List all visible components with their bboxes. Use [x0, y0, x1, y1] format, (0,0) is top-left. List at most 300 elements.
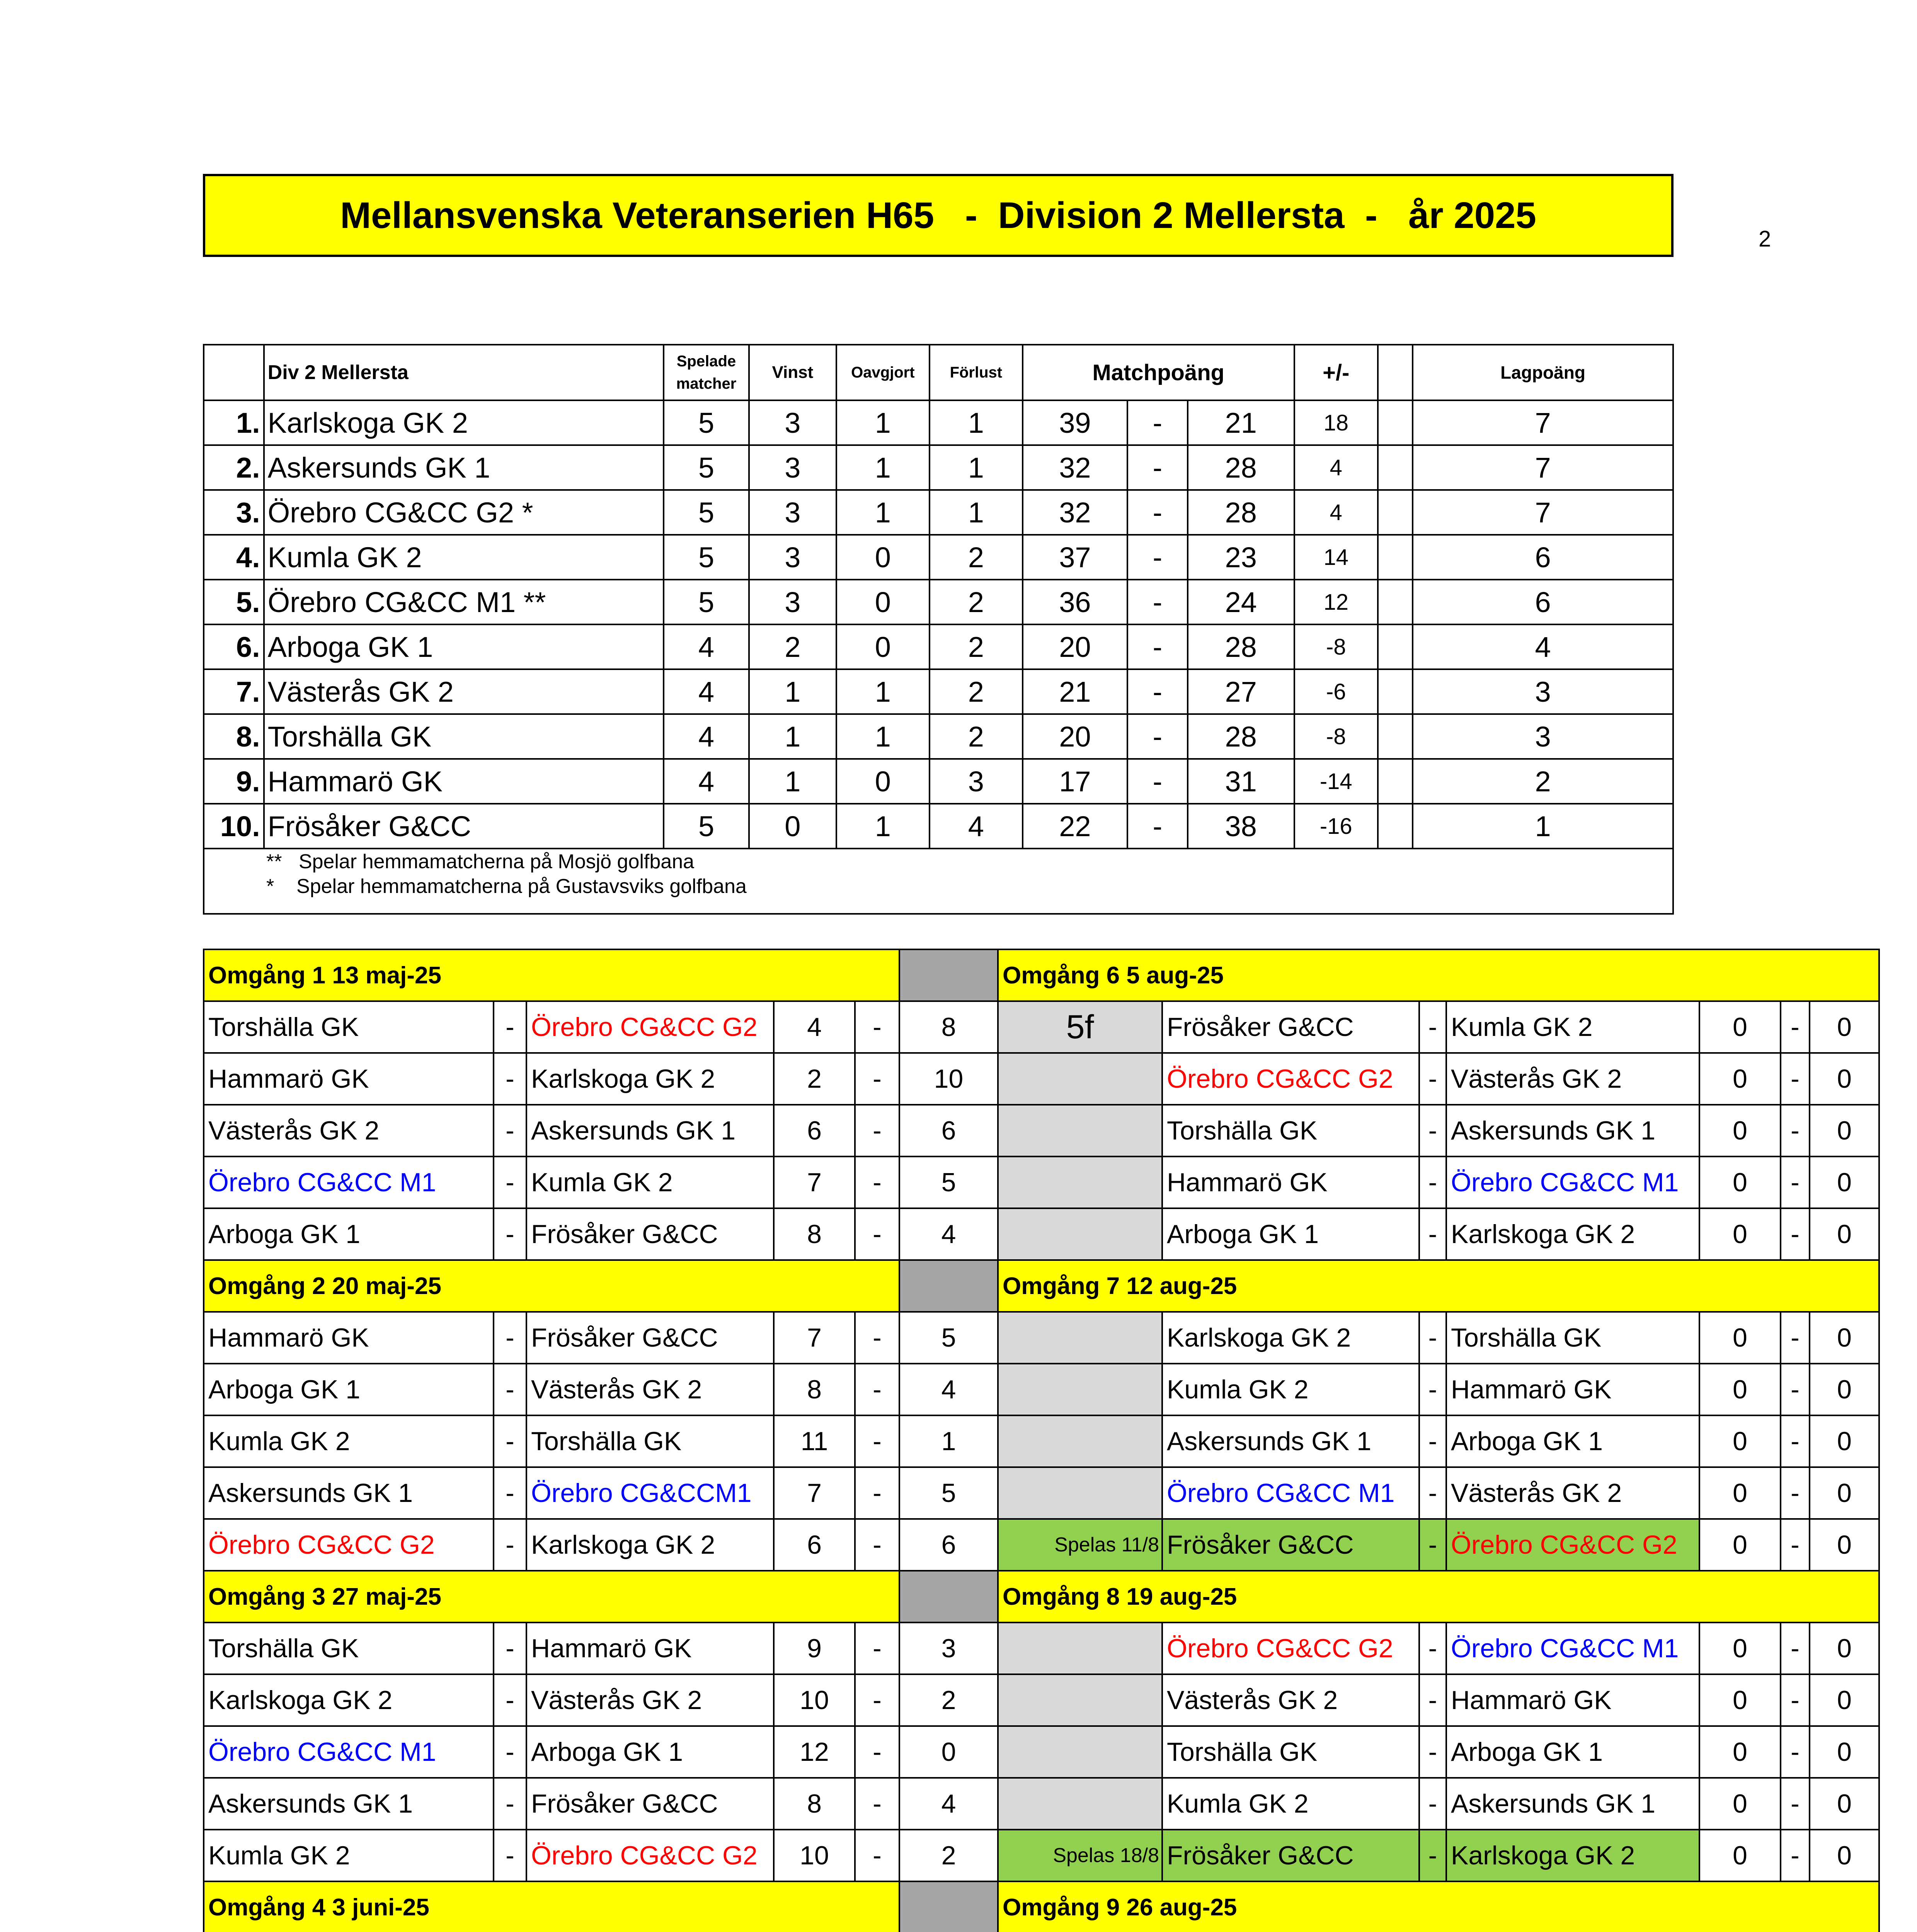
left-note-empty — [43, 1881, 204, 1932]
round-header-row — [43, 1260, 1879, 1312]
match-dash: - — [494, 1726, 526, 1778]
standings-points-against: 21 — [1188, 400, 1294, 445]
home-score: 0 — [1699, 1519, 1781, 1571]
standings-row — [204, 580, 1673, 624]
away-score: 10 — [899, 1053, 998, 1105]
away-score: 5 — [899, 1156, 998, 1208]
standings-points-for: 32 — [1023, 445, 1127, 490]
round-title: Omgång 6 5 aug-25 — [998, 949, 1879, 1001]
standings-team-points: 3 — [1413, 714, 1673, 759]
home-score: 6 — [774, 1519, 855, 1571]
standings-footnotes: ** Spelar hemmamatcherna på Mosjö golfbana * Spelar hemmamatcherna på Gustavsviks golfbana — [204, 849, 1673, 914]
home-team: Frösåker G&CC — [1162, 1519, 1419, 1571]
score-dash: - — [855, 1519, 899, 1571]
standings-losses: 3 — [930, 759, 1023, 804]
home-team: Askersunds GK 1 — [204, 1467, 494, 1519]
home-score: 0 — [1699, 1312, 1781, 1364]
standings-draws: 0 — [836, 535, 930, 580]
away-team: Torshälla GK — [526, 1415, 774, 1467]
score-dash: - — [1781, 1726, 1810, 1778]
away-score: 0 — [1810, 1156, 1879, 1208]
away-team: Västerås GK 2 — [526, 1674, 774, 1726]
home-team: Torshälla GK — [1162, 1726, 1419, 1778]
standings-played: 5 — [664, 535, 749, 580]
match-row — [43, 1674, 1879, 1726]
match-row — [43, 1208, 1879, 1260]
home-score: 0 — [1699, 1208, 1781, 1260]
standings-diff: -6 — [1294, 669, 1378, 714]
round-title: Omgång 2 20 maj-25 — [204, 1260, 899, 1312]
standings-header-row — [204, 345, 1673, 400]
left-note-empty — [43, 1364, 204, 1415]
standings-club: Torshälla GK — [264, 714, 664, 759]
standings-played: 5 — [664, 445, 749, 490]
standings-position: 2. — [204, 445, 264, 490]
home-score: 0 — [1699, 1778, 1781, 1830]
match-row — [43, 1519, 1879, 1571]
match-row — [43, 1312, 1879, 1364]
divider-gray — [998, 1415, 1162, 1467]
away-team: Karlskoga GK 2 — [1446, 1830, 1699, 1881]
header-diff: +/- — [1294, 345, 1378, 400]
score-dash: - — [855, 1778, 899, 1830]
home-team: Karlskoga GK 2 — [1162, 1312, 1419, 1364]
score-dash: - — [855, 1208, 899, 1260]
home-team: Arboga GK 1 — [1162, 1208, 1419, 1260]
page-number: 2 — [1759, 226, 1771, 252]
home-team: Örebro CG&CC G2 — [1162, 1622, 1419, 1674]
score-dash: - — [1781, 1208, 1810, 1260]
match-dash: - — [494, 1208, 526, 1260]
score-dash: - — [855, 1364, 899, 1415]
home-score: 4 — [774, 1001, 855, 1053]
away-team: Västerås GK 2 — [1446, 1467, 1699, 1519]
left-note-empty — [43, 1726, 204, 1778]
standings-row — [204, 445, 1673, 490]
round-header-row — [43, 1881, 1879, 1932]
standings-diff: -8 — [1294, 714, 1378, 759]
score-dash: - — [1781, 1001, 1810, 1053]
left-note-empty — [43, 949, 204, 1001]
standings-draws: 1 — [836, 669, 930, 714]
match-dash: - — [494, 1519, 526, 1571]
away-team: Örebro CG&CC G2 — [526, 1001, 774, 1053]
home-team: Arboga GK 1 — [204, 1208, 494, 1260]
score-dash: - — [1781, 1519, 1810, 1571]
standings-points-for: 20 — [1023, 624, 1127, 669]
away-team: Kumla GK 2 — [526, 1156, 774, 1208]
standings-points-against: 28 — [1188, 490, 1294, 535]
score-dash: - — [855, 1105, 899, 1156]
home-team: Frösåker G&CC — [1162, 1001, 1419, 1053]
divider-gray-header — [899, 1571, 998, 1622]
standings-draws: 0 — [836, 624, 930, 669]
standings-diff: -8 — [1294, 624, 1378, 669]
round-header-row — [43, 1571, 1879, 1622]
standings-team-points: 4 — [1413, 624, 1673, 669]
standings-spacer — [1378, 445, 1413, 490]
away-score: 8 — [899, 1001, 998, 1053]
standings-team-points: 7 — [1413, 400, 1673, 445]
score-dash: - — [855, 1726, 899, 1778]
away-team: Arboga GK 1 — [1446, 1415, 1699, 1467]
round-header-row — [43, 949, 1879, 1001]
standings-diff: 18 — [1294, 400, 1378, 445]
match-dash: - — [1419, 1674, 1446, 1726]
standings-diff: 14 — [1294, 535, 1378, 580]
standings-spacer — [1378, 624, 1413, 669]
standings-wins: 2 — [749, 624, 836, 669]
standings-position: 10. — [204, 804, 264, 849]
left-note-empty — [43, 1105, 204, 1156]
score-dash: - — [1781, 1622, 1810, 1674]
standings-points-separator: - — [1127, 490, 1188, 535]
home-score: 0 — [1699, 1622, 1781, 1674]
left-note-empty — [43, 1467, 204, 1519]
home-score: 7 — [774, 1156, 855, 1208]
match-dash: - — [1419, 1726, 1446, 1778]
home-score: 0 — [1699, 1105, 1781, 1156]
away-score: 0 — [1810, 1519, 1879, 1571]
left-note-empty — [43, 1001, 204, 1053]
standings-points-for: 32 — [1023, 490, 1127, 535]
standings-team-points: 6 — [1413, 580, 1673, 624]
home-score: 10 — [774, 1830, 855, 1881]
standings-wins: 1 — [749, 669, 836, 714]
left-note-empty — [43, 1260, 204, 1312]
home-score: 9 — [774, 1622, 855, 1674]
standings-points-against: 28 — [1188, 445, 1294, 490]
away-score: 4 — [899, 1778, 998, 1830]
standings-losses: 2 — [930, 535, 1023, 580]
standings-points-separator: - — [1127, 759, 1188, 804]
round-title: Omgång 8 19 aug-25 — [998, 1571, 1879, 1622]
match-dash: - — [494, 1105, 526, 1156]
away-team: Örebro CG&CC G2 — [526, 1830, 774, 1881]
home-team: Torshälla GK — [204, 1622, 494, 1674]
away-score: 2 — [899, 1830, 998, 1881]
standings-points-against: 38 — [1188, 804, 1294, 849]
standings-points-against: 24 — [1188, 580, 1294, 624]
score-dash: - — [855, 1622, 899, 1674]
away-score: 4 — [899, 1364, 998, 1415]
away-team: Kumla GK 2 — [1446, 1001, 1699, 1053]
away-score: 0 — [1810, 1364, 1879, 1415]
standings-wins: 3 — [749, 535, 836, 580]
away-score: 0 — [1810, 1053, 1879, 1105]
round-title: Omgång 9 26 aug-25 — [998, 1881, 1879, 1932]
score-dash: - — [1781, 1674, 1810, 1726]
away-score: 5 — [899, 1312, 998, 1364]
standings-points-separator: - — [1127, 804, 1188, 849]
away-team: Hammarö GK — [526, 1622, 774, 1674]
standings-wins: 3 — [749, 580, 836, 624]
home-score: 0 — [1699, 1830, 1781, 1881]
standings-row — [204, 804, 1673, 849]
standings-team-points: 3 — [1413, 669, 1673, 714]
match-note: 5f — [998, 1001, 1162, 1053]
standings-played: 4 — [664, 714, 749, 759]
standings-draws: 1 — [836, 445, 930, 490]
header-losses: Förlust — [930, 345, 1023, 400]
score-dash: - — [1781, 1467, 1810, 1519]
away-team: Västerås GK 2 — [1446, 1053, 1699, 1105]
match-dash: - — [494, 1156, 526, 1208]
away-team: Askersunds GK 1 — [526, 1105, 774, 1156]
divider-gray — [998, 1674, 1162, 1726]
divider-gray — [998, 1467, 1162, 1519]
standings-team-points: 2 — [1413, 759, 1673, 804]
standings-points-for: 17 — [1023, 759, 1127, 804]
home-score: 11 — [774, 1415, 855, 1467]
home-score: 2 — [774, 1053, 855, 1105]
standings-spacer — [1378, 490, 1413, 535]
away-team: Karlskoga GK 2 — [526, 1053, 774, 1105]
match-note: Spelas 18/8 — [998, 1830, 1162, 1881]
away-team: Frösåker G&CC — [526, 1208, 774, 1260]
standings-losses: 1 — [930, 490, 1023, 535]
standings-position: 8. — [204, 714, 264, 759]
standings-points-separator: - — [1127, 624, 1188, 669]
divider-gray — [998, 1208, 1162, 1260]
score-dash: - — [1781, 1364, 1810, 1415]
divider-gray-header — [899, 1881, 998, 1932]
match-row — [43, 1364, 1879, 1415]
match-dash: - — [1419, 1519, 1446, 1571]
standings-position: 6. — [204, 624, 264, 669]
home-team: Torshälla GK — [1162, 1105, 1419, 1156]
away-score: 0 — [1810, 1674, 1879, 1726]
standings-diff: -14 — [1294, 759, 1378, 804]
standings-position: 4. — [204, 535, 264, 580]
standings-row — [204, 535, 1673, 580]
away-team: Arboga GK 1 — [1446, 1726, 1699, 1778]
header-played: Spelade matcher — [664, 345, 749, 400]
standings-row — [204, 624, 1673, 669]
score-dash: - — [855, 1053, 899, 1105]
standings-club: Kumla GK 2 — [264, 535, 664, 580]
match-dash: - — [494, 1778, 526, 1830]
score-dash: - — [855, 1001, 899, 1053]
standings-played: 5 — [664, 580, 749, 624]
standings-points-for: 22 — [1023, 804, 1127, 849]
home-score: 0 — [1699, 1415, 1781, 1467]
match-row — [43, 1467, 1879, 1519]
standings-position: 3. — [204, 490, 264, 535]
standings-wins: 0 — [749, 804, 836, 849]
home-team: Örebro CG&CC M1 — [204, 1726, 494, 1778]
round-title: Omgång 7 12 aug-25 — [998, 1260, 1879, 1312]
score-dash: - — [855, 1312, 899, 1364]
standings-points-separator: - — [1127, 445, 1188, 490]
away-score: 0 — [1810, 1105, 1879, 1156]
score-dash: - — [1781, 1312, 1810, 1364]
away-team: Örebro CG&CCM1 — [526, 1467, 774, 1519]
away-team: Karlskoga GK 2 — [1446, 1208, 1699, 1260]
standings-points-against: 23 — [1188, 535, 1294, 580]
away-team: Örebro CG&CC M1 — [1446, 1622, 1699, 1674]
standings-club: Västerås GK 2 — [264, 669, 664, 714]
standings-team-points: 7 — [1413, 445, 1673, 490]
away-score: 0 — [1810, 1622, 1879, 1674]
standings-points-for: 36 — [1023, 580, 1127, 624]
standings-played: 4 — [664, 624, 749, 669]
left-note-empty — [43, 1053, 204, 1105]
away-team: Frösåker G&CC — [526, 1312, 774, 1364]
standings-points-for: 20 — [1023, 714, 1127, 759]
standings-draws: 0 — [836, 759, 930, 804]
away-team: Örebro CG&CC M1 — [1446, 1156, 1699, 1208]
home-score: 8 — [774, 1364, 855, 1415]
left-note-empty — [43, 1208, 204, 1260]
home-team: Arboga GK 1 — [204, 1364, 494, 1415]
match-dash: - — [494, 1622, 526, 1674]
standings-row — [204, 714, 1673, 759]
standings-row — [204, 759, 1673, 804]
standings-position: 5. — [204, 580, 264, 624]
score-dash: - — [1781, 1415, 1810, 1467]
away-score: 3 — [899, 1622, 998, 1674]
standings-losses: 2 — [930, 714, 1023, 759]
home-score: 8 — [774, 1208, 855, 1260]
home-team: Västerås GK 2 — [204, 1105, 494, 1156]
home-team: Kumla GK 2 — [204, 1415, 494, 1467]
home-team: Karlskoga GK 2 — [204, 1674, 494, 1726]
standings-draws: 0 — [836, 580, 930, 624]
standings-diff: 4 — [1294, 445, 1378, 490]
standings-played: 5 — [664, 400, 749, 445]
home-team: Askersunds GK 1 — [204, 1778, 494, 1830]
standings-points-against: 27 — [1188, 669, 1294, 714]
match-dash: - — [1419, 1467, 1446, 1519]
away-score: 0 — [1810, 1001, 1879, 1053]
home-team: Askersunds GK 1 — [1162, 1415, 1419, 1467]
away-score: 0 — [1810, 1208, 1879, 1260]
standings-points-for: 39 — [1023, 400, 1127, 445]
home-score: 7 — [774, 1312, 855, 1364]
away-score: 0 — [1810, 1726, 1879, 1778]
standings-spacer — [1378, 580, 1413, 624]
standings-diff: 4 — [1294, 490, 1378, 535]
standings-draws: 1 — [836, 490, 930, 535]
standings-draws: 1 — [836, 714, 930, 759]
home-team: Hammarö GK — [204, 1312, 494, 1364]
standings-points-against: 31 — [1188, 759, 1294, 804]
standings-spacer — [1378, 804, 1413, 849]
match-dash: - — [494, 1364, 526, 1415]
away-score: 0 — [1810, 1778, 1879, 1830]
match-row — [43, 1156, 1879, 1208]
match-dash: - — [1419, 1778, 1446, 1830]
away-score: 0 — [1810, 1467, 1879, 1519]
standings-spacer — [1378, 759, 1413, 804]
score-dash: - — [855, 1830, 899, 1881]
home-score: 0 — [1699, 1726, 1781, 1778]
away-score: 0 — [1810, 1415, 1879, 1467]
standings-losses: 1 — [930, 445, 1023, 490]
standings-points-separator: - — [1127, 580, 1188, 624]
match-dash: - — [1419, 1208, 1446, 1260]
standings-spacer — [1378, 535, 1413, 580]
standings-spacer — [1378, 714, 1413, 759]
match-dash: - — [494, 1312, 526, 1364]
standings-club: Hammarö GK — [264, 759, 664, 804]
match-row — [43, 1053, 1879, 1105]
standings-diff: 12 — [1294, 580, 1378, 624]
away-team: Örebro CG&CC G2 — [1446, 1519, 1699, 1571]
standings-points-separator: - — [1127, 714, 1188, 759]
standings-played: 5 — [664, 490, 749, 535]
home-score: 0 — [1699, 1053, 1781, 1105]
away-team: Arboga GK 1 — [526, 1726, 774, 1778]
standings-club: Karlskoga GK 2 — [264, 400, 664, 445]
header-spacer — [1378, 345, 1413, 400]
standings-spacer — [1378, 669, 1413, 714]
standings-draws: 1 — [836, 400, 930, 445]
away-team: Hammarö GK — [1446, 1364, 1699, 1415]
home-team: Hammarö GK — [1162, 1156, 1419, 1208]
standings-played: 5 — [664, 804, 749, 849]
divider-gray-header — [899, 1260, 998, 1312]
standings-wins: 3 — [749, 445, 836, 490]
match-dash: - — [494, 1053, 526, 1105]
home-score: 0 — [1699, 1364, 1781, 1415]
round-title: Omgång 3 27 maj-25 — [204, 1571, 899, 1622]
score-dash: - — [1781, 1830, 1810, 1881]
home-team: Örebro CG&CC G2 — [204, 1519, 494, 1571]
match-dash: - — [1419, 1105, 1446, 1156]
standings-losses: 1 — [930, 400, 1023, 445]
match-row — [43, 1830, 1879, 1881]
divider-gray — [998, 1778, 1162, 1830]
away-score: 4 — [899, 1208, 998, 1260]
match-row — [43, 1001, 1879, 1053]
standings-wins: 3 — [749, 490, 836, 535]
home-score: 0 — [1699, 1674, 1781, 1726]
home-score: 7 — [774, 1467, 855, 1519]
score-dash: - — [855, 1674, 899, 1726]
home-score: 0 — [1699, 1001, 1781, 1053]
match-dash: - — [494, 1674, 526, 1726]
divider-gray — [998, 1105, 1162, 1156]
divider-gray — [998, 1622, 1162, 1674]
standings-played: 4 — [664, 669, 749, 714]
match-dash: - — [494, 1467, 526, 1519]
standings-club: Örebro CG&CC M1 ** — [264, 580, 664, 624]
match-dash: - — [494, 1830, 526, 1881]
score-dash: - — [1781, 1778, 1810, 1830]
match-note: Spelas 11/8 — [998, 1519, 1162, 1571]
left-note-empty — [43, 1622, 204, 1674]
away-score: 5 — [899, 1467, 998, 1519]
standings-points-separator: - — [1127, 535, 1188, 580]
match-dash: - — [1419, 1156, 1446, 1208]
standings-position: 7. — [204, 669, 264, 714]
standings-table — [203, 344, 1674, 915]
match-row — [43, 1622, 1879, 1674]
left-note-empty — [43, 1778, 204, 1830]
home-team: Örebro CG&CC G2 — [1162, 1053, 1419, 1105]
divider-gray — [998, 1312, 1162, 1364]
page-title: Mellansvenska Veteranserien H65 - Division 2 Mellersta - år 2025 — [203, 174, 1674, 257]
home-score: 10 — [774, 1674, 855, 1726]
standings-losses: 2 — [930, 669, 1023, 714]
home-team: Västerås GK 2 — [1162, 1674, 1419, 1726]
standings-losses: 2 — [930, 624, 1023, 669]
match-dash: - — [1419, 1830, 1446, 1881]
left-note-empty — [43, 1571, 204, 1622]
score-dash: - — [1781, 1156, 1810, 1208]
